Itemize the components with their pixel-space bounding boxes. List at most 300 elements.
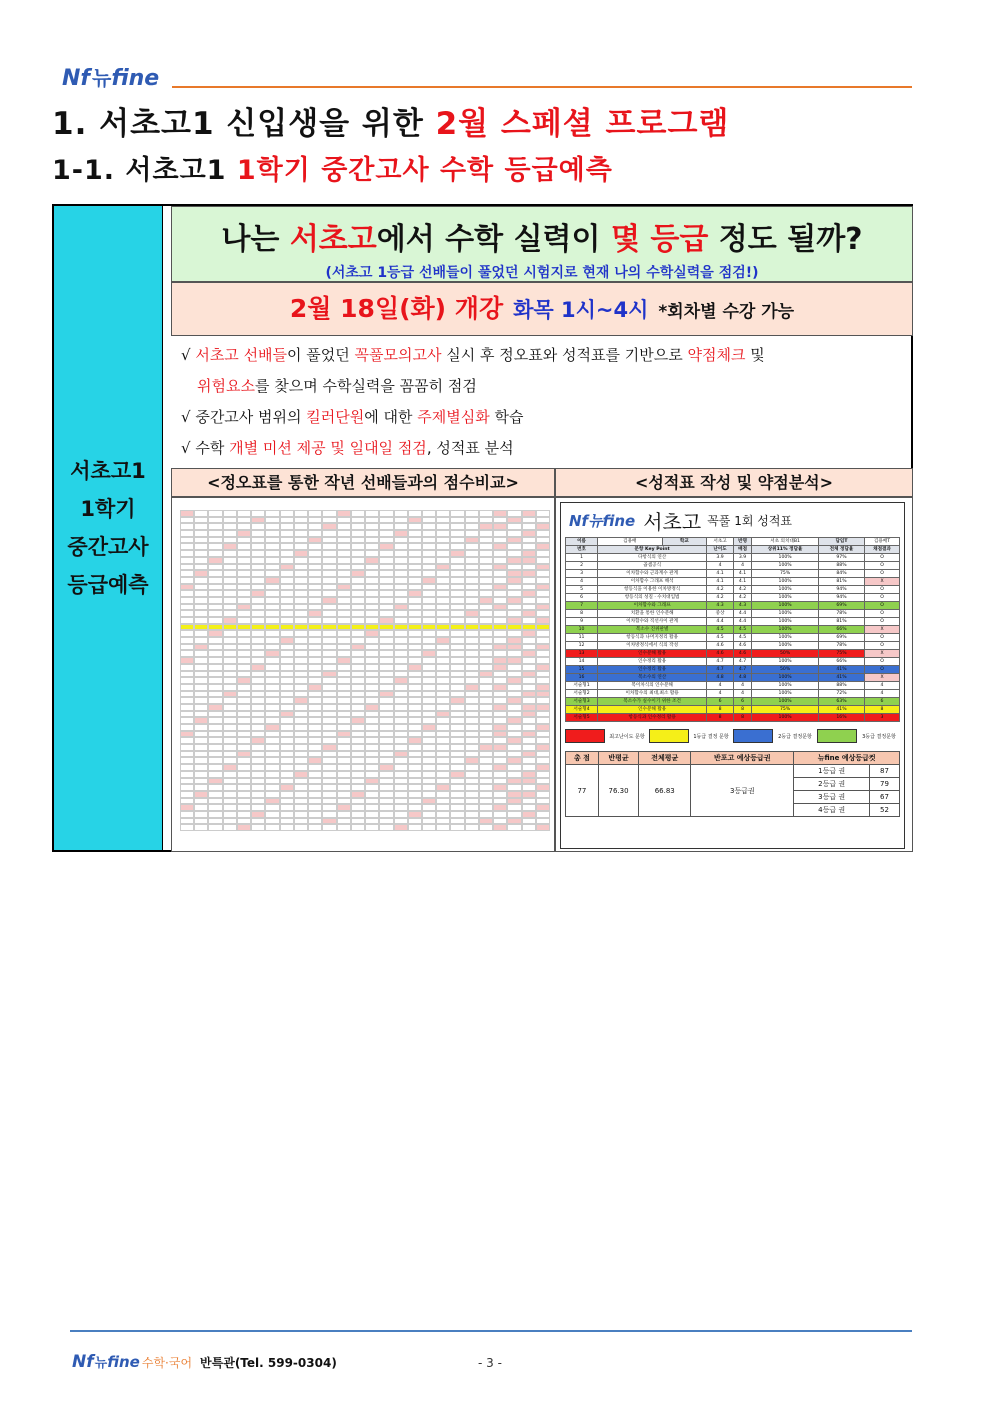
grid-cell bbox=[322, 684, 336, 691]
grid-cell bbox=[493, 744, 507, 751]
table-cell: 4.7 bbox=[707, 658, 734, 666]
grid-cell bbox=[223, 771, 237, 778]
grid-cell bbox=[365, 664, 379, 671]
grid-cell bbox=[294, 697, 308, 704]
grid-cell bbox=[436, 811, 450, 818]
grid-cell bbox=[223, 811, 237, 818]
grid-cell bbox=[522, 517, 536, 524]
grid-cell bbox=[337, 630, 351, 637]
grid-cell bbox=[265, 818, 279, 825]
table-cell: 12 bbox=[566, 642, 598, 650]
grid-cell bbox=[294, 677, 308, 684]
grid-cell bbox=[436, 778, 450, 785]
grid-cell bbox=[351, 510, 365, 517]
table-cell: 3.9 bbox=[707, 554, 734, 562]
grid-row bbox=[180, 577, 550, 584]
grid-cell bbox=[237, 650, 251, 657]
grid-cell bbox=[479, 604, 493, 611]
grid-cell bbox=[479, 724, 493, 731]
report-card-header: <성적표 작성 및 약점분석> bbox=[555, 468, 913, 497]
grid-cell bbox=[194, 717, 208, 724]
grid-cell bbox=[493, 811, 507, 818]
grid-cell bbox=[522, 751, 536, 758]
grid-cell bbox=[465, 570, 479, 577]
grid-cell bbox=[522, 570, 536, 577]
section-title-prefix: 1-1. 서초고1 bbox=[52, 155, 237, 186]
grid-cell bbox=[237, 737, 251, 744]
grid-cell bbox=[223, 624, 237, 631]
grid-cell bbox=[280, 784, 294, 791]
grid-cell bbox=[365, 697, 379, 704]
grid-cell bbox=[436, 550, 450, 557]
grid-cell bbox=[422, 630, 436, 637]
grid-cell bbox=[308, 564, 322, 571]
grid-cell bbox=[479, 570, 493, 577]
grid-cell bbox=[337, 684, 351, 691]
grid-cell bbox=[479, 610, 493, 617]
grid-cell bbox=[194, 510, 208, 517]
grid-cell bbox=[394, 751, 408, 758]
grid-cell bbox=[322, 724, 336, 731]
grid-cell bbox=[479, 657, 493, 664]
grid-cell bbox=[379, 657, 393, 664]
grid-cell bbox=[308, 584, 322, 591]
table-cell: 이차방정식에서 식의 작성 bbox=[598, 642, 707, 650]
table-cell: O bbox=[865, 642, 900, 650]
info-cell: 김용배T bbox=[865, 538, 900, 546]
footer-logo-fine: fine bbox=[107, 1353, 140, 1371]
grid-cell bbox=[522, 798, 536, 805]
grid-cell bbox=[479, 530, 493, 537]
grid-cell bbox=[422, 590, 436, 597]
grid-cell bbox=[450, 804, 464, 811]
grid-cell bbox=[479, 557, 493, 564]
grid-cell bbox=[507, 751, 521, 758]
grid-cell bbox=[493, 778, 507, 785]
grid-cell bbox=[522, 771, 536, 778]
grid-cell bbox=[237, 523, 251, 530]
grid-cell bbox=[337, 650, 351, 657]
report-header-row bbox=[566, 546, 900, 554]
grid-cell bbox=[308, 824, 322, 831]
grid-cell bbox=[194, 590, 208, 597]
grid-cell bbox=[465, 510, 479, 517]
grid-cell bbox=[365, 677, 379, 684]
grid-cell bbox=[450, 724, 464, 731]
grid-cell bbox=[251, 577, 265, 584]
grid-cell bbox=[479, 630, 493, 637]
grid-cell bbox=[351, 771, 365, 778]
grid-cell bbox=[294, 624, 308, 631]
grid-cell bbox=[180, 811, 194, 818]
grid-cell bbox=[394, 764, 408, 771]
table-cell: 5 bbox=[566, 586, 598, 594]
grid-cell bbox=[322, 791, 336, 798]
grid-cell bbox=[208, 650, 222, 657]
grid-cell bbox=[450, 711, 464, 718]
grid-cell bbox=[223, 610, 237, 617]
grid-cell bbox=[280, 644, 294, 651]
grid-cell bbox=[408, 630, 422, 637]
grid-cell bbox=[536, 784, 550, 791]
grid-cell bbox=[479, 791, 493, 798]
summary-table bbox=[565, 751, 900, 817]
grid-cell bbox=[536, 537, 550, 544]
grid-cell bbox=[493, 757, 507, 764]
overall-average: 66.83 bbox=[639, 765, 691, 817]
grid-cell bbox=[308, 818, 322, 825]
grid-cell bbox=[223, 617, 237, 624]
grid-cell bbox=[337, 530, 351, 537]
grid-cell bbox=[493, 771, 507, 778]
grid-cell bbox=[408, 664, 422, 671]
grid-cell bbox=[280, 757, 294, 764]
grid-cell bbox=[493, 657, 507, 664]
grid-row bbox=[180, 617, 550, 624]
grid-cell bbox=[223, 737, 237, 744]
grid-cell bbox=[365, 517, 379, 524]
grid-cell bbox=[322, 798, 336, 805]
grid-cell bbox=[280, 543, 294, 550]
grid-cell bbox=[493, 530, 507, 537]
side-label bbox=[54, 206, 163, 850]
grid-cell bbox=[208, 737, 222, 744]
grid-cell bbox=[465, 818, 479, 825]
table-cell: 1 bbox=[566, 554, 598, 562]
grid-cell bbox=[208, 704, 222, 711]
grid-cell bbox=[351, 590, 365, 597]
grid-cell bbox=[337, 691, 351, 698]
grid-cell bbox=[322, 610, 336, 617]
grid-cell bbox=[507, 517, 521, 524]
grid-cell bbox=[465, 597, 479, 604]
grid-cell bbox=[465, 764, 479, 771]
grid-cell bbox=[365, 671, 379, 678]
grid-cell bbox=[536, 778, 550, 785]
table-cell: 100% bbox=[752, 618, 819, 626]
grid-cell bbox=[479, 677, 493, 684]
table-cell: 4.2 bbox=[733, 594, 751, 602]
grid-cell bbox=[408, 644, 422, 651]
grid-row bbox=[180, 564, 550, 571]
grid-cell bbox=[450, 757, 464, 764]
grid-cell bbox=[280, 677, 294, 684]
table-cell: 4.5 bbox=[707, 634, 734, 642]
grid-cell bbox=[379, 818, 393, 825]
table-cell: 94% bbox=[818, 586, 864, 594]
legend-swatch bbox=[649, 729, 689, 743]
grid-row bbox=[180, 731, 550, 738]
grid-cell bbox=[180, 751, 194, 758]
grid-cell bbox=[337, 798, 351, 805]
grid-cell bbox=[522, 804, 536, 811]
grid-cell bbox=[237, 664, 251, 671]
grid-cell bbox=[507, 778, 521, 785]
class-average: 76.30 bbox=[598, 765, 638, 817]
grid-cell bbox=[208, 744, 222, 751]
table-cell: 4.6 bbox=[733, 642, 751, 650]
grid-cell bbox=[408, 804, 422, 811]
grid-cell bbox=[536, 597, 550, 604]
grid-cell bbox=[436, 510, 450, 517]
grid-cell bbox=[308, 811, 322, 818]
grid-cell bbox=[208, 630, 222, 637]
grid-cell bbox=[265, 764, 279, 771]
grid-cell bbox=[408, 543, 422, 550]
grid-row bbox=[180, 757, 550, 764]
grid-cell bbox=[208, 818, 222, 825]
grid-cell bbox=[408, 610, 422, 617]
grid-cell bbox=[522, 617, 536, 624]
grid-cell bbox=[322, 764, 336, 771]
grid-row bbox=[180, 784, 550, 791]
cut-score: 52 bbox=[869, 804, 899, 817]
grid-cell bbox=[294, 784, 308, 791]
grid-cell bbox=[223, 824, 237, 831]
grid-cell bbox=[251, 784, 265, 791]
grid-row bbox=[180, 671, 550, 678]
grid-cell bbox=[408, 577, 422, 584]
info-cell: 서초 의치대B1 bbox=[752, 538, 819, 546]
grid-cell bbox=[365, 778, 379, 785]
grid-cell bbox=[450, 517, 464, 524]
bullet-item: √ 중간고사 범위의 킬러단원에 대한 주제별심화 학습 bbox=[181, 408, 524, 426]
table-cell: 3.9 bbox=[733, 554, 751, 562]
grid-cell bbox=[450, 704, 464, 711]
grid-cell bbox=[180, 597, 194, 604]
grid-cell bbox=[251, 523, 265, 530]
grid-cell bbox=[507, 731, 521, 738]
grid-cell bbox=[322, 537, 336, 544]
grid-cell bbox=[280, 751, 294, 758]
table-cell: 4.8 bbox=[733, 674, 751, 682]
grid-cell bbox=[536, 590, 550, 597]
grid-cell bbox=[208, 724, 222, 731]
grid-cell bbox=[280, 517, 294, 524]
grid-cell bbox=[208, 784, 222, 791]
footer bbox=[72, 1352, 337, 1372]
table-cell: 인수분해 활용 bbox=[598, 650, 707, 658]
answer-sheet-panel bbox=[171, 497, 555, 852]
grid-cell bbox=[465, 543, 479, 550]
table-cell: 4.6 bbox=[707, 650, 734, 658]
grid-cell bbox=[180, 624, 194, 631]
grid-cell bbox=[522, 778, 536, 785]
grid-cell bbox=[379, 671, 393, 678]
grid-cell bbox=[237, 811, 251, 818]
grid-cell bbox=[280, 590, 294, 597]
grid-cell bbox=[308, 744, 322, 751]
grid-cell bbox=[394, 704, 408, 711]
grid-cell bbox=[308, 610, 322, 617]
grid-cell bbox=[465, 677, 479, 684]
grid-cell bbox=[450, 798, 464, 805]
grid-cell bbox=[322, 704, 336, 711]
grid-cell bbox=[450, 510, 464, 517]
grid-cell bbox=[280, 771, 294, 778]
grid-cell bbox=[522, 597, 536, 604]
grid-cell bbox=[479, 684, 493, 691]
grid-cell bbox=[237, 731, 251, 738]
grid-cell bbox=[408, 764, 422, 771]
grid-cell bbox=[379, 557, 393, 564]
table-cell: 4.7 bbox=[707, 666, 734, 674]
grid-cell bbox=[322, 624, 336, 631]
grid-cell bbox=[308, 784, 322, 791]
grid-cell bbox=[394, 584, 408, 591]
grid-cell bbox=[507, 764, 521, 771]
grid-cell bbox=[536, 650, 550, 657]
grid-cell bbox=[536, 523, 550, 530]
grid-cell bbox=[180, 724, 194, 731]
table-cell: 8 bbox=[707, 714, 734, 722]
grid-cell bbox=[394, 711, 408, 718]
grid-cell bbox=[408, 684, 422, 691]
grid-cell bbox=[308, 711, 322, 718]
grid-cell bbox=[322, 711, 336, 718]
grid-cell bbox=[194, 711, 208, 718]
grid-cell bbox=[194, 630, 208, 637]
grid-cell bbox=[194, 778, 208, 785]
grid-cell bbox=[394, 637, 408, 644]
info-cell: 담임T bbox=[818, 538, 864, 546]
grid-cell bbox=[422, 557, 436, 564]
grid-cell bbox=[379, 677, 393, 684]
grid-row bbox=[180, 657, 550, 664]
table-cell: 2 bbox=[566, 562, 598, 570]
grid-cell bbox=[237, 617, 251, 624]
grid-cell bbox=[536, 804, 550, 811]
grid-cell bbox=[294, 757, 308, 764]
table-cell: X bbox=[865, 674, 900, 682]
grid-cell bbox=[194, 543, 208, 550]
grid-cell bbox=[265, 791, 279, 798]
grid-cell bbox=[507, 530, 521, 537]
grid-cell bbox=[522, 717, 536, 724]
table-cell: O bbox=[865, 602, 900, 610]
grid-cell bbox=[479, 650, 493, 657]
grid-cell bbox=[450, 671, 464, 678]
grid-cell bbox=[522, 557, 536, 564]
grid-cell bbox=[280, 617, 294, 624]
table-row bbox=[566, 714, 900, 722]
table-cell: 항등식과 나머지정리 활용 bbox=[598, 634, 707, 642]
grid-cell bbox=[507, 724, 521, 731]
table-cell: 100% bbox=[752, 626, 819, 634]
grid-cell bbox=[522, 564, 536, 571]
grid-cell bbox=[493, 644, 507, 651]
grid-cell bbox=[251, 818, 265, 825]
grid-cell bbox=[522, 657, 536, 664]
grid-cell bbox=[237, 697, 251, 704]
table-cell: 81% bbox=[818, 618, 864, 626]
grid-cell bbox=[308, 510, 322, 517]
grid-cell bbox=[223, 724, 237, 731]
grid-cell bbox=[237, 717, 251, 724]
grid-cell bbox=[265, 564, 279, 571]
grid-cell bbox=[479, 811, 493, 818]
table-cell: 100% bbox=[752, 642, 819, 650]
grid-cell bbox=[379, 617, 393, 624]
grid-cell bbox=[265, 557, 279, 564]
grid-cell bbox=[536, 570, 550, 577]
grid-cell bbox=[180, 671, 194, 678]
grid-cell bbox=[208, 691, 222, 698]
grid-row bbox=[180, 824, 550, 831]
grid-cell bbox=[379, 637, 393, 644]
grid-cell bbox=[522, 757, 536, 764]
grid-cell bbox=[436, 570, 450, 577]
grid-cell bbox=[436, 751, 450, 758]
bullet-item: √ 수학 개별 미션 제공 및 일대일 점검, 성적표 분석 bbox=[181, 439, 514, 457]
grid-cell bbox=[223, 744, 237, 751]
grid-cell bbox=[436, 530, 450, 537]
grid-cell bbox=[365, 731, 379, 738]
grid-cell bbox=[251, 537, 265, 544]
grid-cell bbox=[379, 550, 393, 557]
grid-cell bbox=[251, 791, 265, 798]
grid-cell bbox=[308, 597, 322, 604]
grid-cell bbox=[465, 798, 479, 805]
schedule-note: *회차별 수강 가능 bbox=[658, 302, 795, 322]
grid-cell bbox=[265, 724, 279, 731]
table-cell: 치환을 통한 인수분해 bbox=[598, 610, 707, 618]
grid-cell bbox=[465, 657, 479, 664]
grid-cell bbox=[422, 510, 436, 517]
column-header: 전체 정답율 bbox=[818, 546, 864, 554]
grid-row bbox=[180, 550, 550, 557]
grid-cell bbox=[223, 804, 237, 811]
grid-cell bbox=[507, 610, 521, 617]
grid-cell bbox=[379, 697, 393, 704]
grid-cell bbox=[493, 671, 507, 678]
grid-cell bbox=[337, 677, 351, 684]
grid-cell bbox=[479, 764, 493, 771]
column-header: 난이도 bbox=[707, 546, 734, 554]
grid-cell bbox=[436, 697, 450, 704]
grid-cell bbox=[194, 751, 208, 758]
logo-fine: fine bbox=[111, 66, 160, 91]
grid-cell bbox=[408, 778, 422, 785]
grid-cell bbox=[536, 564, 550, 571]
grid-cell bbox=[450, 644, 464, 651]
grid-cell bbox=[337, 597, 351, 604]
table-cell: O bbox=[865, 586, 900, 594]
grid-cell bbox=[208, 584, 222, 591]
grid-cell bbox=[422, 778, 436, 785]
grid-cell bbox=[408, 824, 422, 831]
grid-cell bbox=[237, 610, 251, 617]
table-cell: O bbox=[865, 618, 900, 626]
grid-cell bbox=[465, 784, 479, 791]
grid-cell bbox=[337, 671, 351, 678]
grid-cell bbox=[408, 697, 422, 704]
grid-cell bbox=[394, 597, 408, 604]
grid-cell bbox=[322, 550, 336, 557]
grid-cell bbox=[507, 510, 521, 517]
grid-cell bbox=[180, 737, 194, 744]
grid-cell bbox=[379, 624, 393, 631]
table-cell: 4.3 bbox=[733, 602, 751, 610]
grid-cell bbox=[507, 791, 521, 798]
grid-cell bbox=[351, 523, 365, 530]
grid-cell bbox=[450, 811, 464, 818]
grid-cell bbox=[280, 637, 294, 644]
grid-cell bbox=[493, 590, 507, 597]
report-card bbox=[560, 502, 905, 849]
grid-cell bbox=[280, 537, 294, 544]
grid-cell bbox=[208, 697, 222, 704]
